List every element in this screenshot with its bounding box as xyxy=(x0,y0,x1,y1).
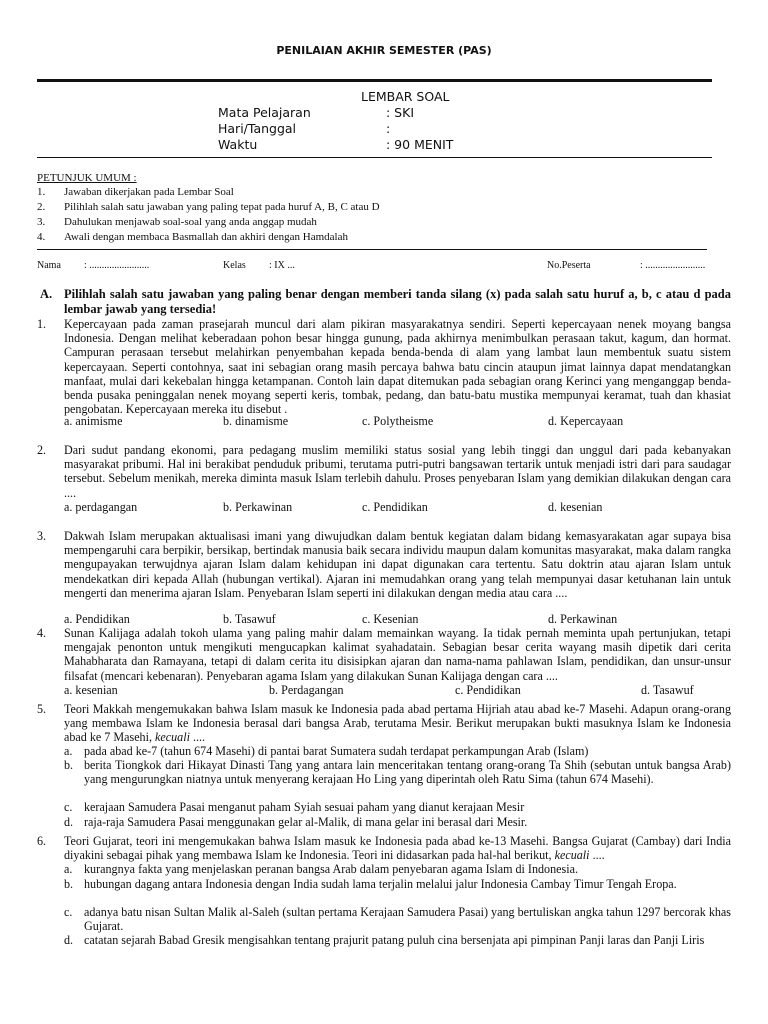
option-d[interactable]: d. Kepercayaan xyxy=(548,414,624,428)
option-b[interactable]: b. Perkawinan xyxy=(223,500,293,514)
option-d[interactable]: d. raja-raja Samudera Pasai menggunakan gelar al-Malik, di mana gelar ini berasal dari Mesir. xyxy=(64,815,528,829)
instruction-item: 1. Jawaban dikerjakan pada Lembar Soal xyxy=(37,186,234,198)
option-c[interactable]: c. Kesenian xyxy=(362,612,419,626)
meta-label: Waktu xyxy=(218,137,258,152)
question-number: 5. xyxy=(37,702,47,716)
option-b[interactable]: b. Perdagangan xyxy=(269,683,344,697)
header-rule-top xyxy=(37,79,712,82)
question-number: 2. xyxy=(37,443,47,457)
option-c[interactable]: c. Pendidikan xyxy=(362,500,428,514)
page-title: PENILAIAN AKHIR SEMESTER (PAS) xyxy=(276,44,492,57)
option-b[interactable]: b. berita Tiongkok dari Hikayat Dinasti Tang yang antara lain menceritakan tentang orang-orang Ta Shih (sebutan untuk bangsa Arab) yang mengurungkan niatnya untuk menyerang kerajaan Ho Ling yang diperintah oleh Ratu Sima (tahun 674 Masehi). xyxy=(64,758,731,787)
option-c[interactable]: c. Pendidikan xyxy=(455,683,521,697)
option-a[interactable]: a. Pendidikan xyxy=(64,612,130,626)
option-c[interactable]: c. Polytheisme xyxy=(362,414,434,428)
question-number: 3. xyxy=(37,529,47,543)
option-b[interactable]: b. hubungan dagang antara Indonesia dengan India sudah lama terjalin melalui jalur Indonesia Cambay Timur Tengah Eropa. xyxy=(64,877,677,891)
nama-field[interactable]: : ........................ xyxy=(84,260,150,271)
option-a[interactable]: a. perdagangan xyxy=(64,500,138,514)
section-letter: A. xyxy=(40,287,53,301)
meta-label: Mata Pelajaran xyxy=(218,105,311,120)
question-4 xyxy=(37,626,731,683)
instruction-item: 3. Dahulukan menjawab soal-soal yang anda anggap mudah xyxy=(37,216,317,228)
question-text: Teori Makkah mengemukakan bahwa Islam masuk ke Indonesia pada abad pertama Hijriah atau abad ke-7 Masehi. Adapun orang-orang yang membawa Islam ke Indonesia berasal dari bangsa Arab, terutama Mesir. Berikut merupakan bukti masuknya Islam ke Indonesia abad ke 7 Masehi, kecuali .... xyxy=(64,702,731,745)
kelas-field[interactable]: : IX ... xyxy=(269,260,295,271)
instructions-rule xyxy=(37,249,707,250)
option-d[interactable]: d. kesenian xyxy=(548,500,603,514)
question-number: 4. xyxy=(37,626,47,640)
kelas-label: Kelas xyxy=(223,260,246,271)
question-text: Kepercayaan pada zaman prasejarah muncul dari alam pikiran masyarakatnya sendiri. Seperti kepercayaan nenek moyang bangsa Indonesia. Dengan melihat keberadaan pohon besar hingga gunung, pada akhirnya menimbulkan perasaan takut, kagum, dan hormat. Campuran perasaan tersebut melahirkan penyembahan kepada benda-benda di alam yang lambat laun membentuk suatu sistem kepercayaan. Seperti contohnya, saat ini sebagian orang masih percaya bahwa batu cincin ataupun jimat lainnya dapat mendatangkan manfaat, mulai dari kekebalan hingga ketampanan. Contoh lain dapat ditemukan pada sebagian orang Kerinci yang menganggap benda-benda pusaka peninggalan nenek moyang seperti keris, tombak, pedang, dan batu-batu mustika mempunyai keramat, tuah dan khasiat pengobatan. Kepercayaan mereka itu disebut . xyxy=(64,317,731,417)
instructions-title: PETUNJUK UMUM : xyxy=(37,172,137,184)
question-number: 1. xyxy=(37,317,47,331)
option-c[interactable]: c. adanya batu nisan Sultan Malik al-Saleh (sultan pertama Kerajaan Samudera Pasai) yang bertuliskan angka tahun 1297 bercorak khas Gujarat. xyxy=(64,905,731,934)
meta-value: : 90 MENIT xyxy=(386,137,454,152)
option-c[interactable]: c. kerajaan Samudera Pasai menganut paham Syiah sesuai paham yang dianut kerajaan Mesir xyxy=(64,800,525,814)
nama-label: Nama xyxy=(37,260,61,271)
option-d[interactable]: d. catatan sejarah Babad Gresik mengisahkan tentang prajurit patang puluh cina bersenjata api pimpinan Panji laras dan Panji Liris xyxy=(64,933,705,947)
option-d[interactable]: d. Tasawuf xyxy=(641,683,694,697)
instruction-item: 2. Pilihlah salah satu jawaban yang paling tepat pada huruf A, B, C atau D xyxy=(37,201,380,213)
emphasis: kecuali xyxy=(554,848,590,863)
question-2 xyxy=(37,443,731,500)
sheet-subtitle: LEMBAR SOAL xyxy=(361,89,450,104)
option-a[interactable]: a. kesenian xyxy=(64,683,118,697)
question-3 xyxy=(37,529,731,600)
question-number: 6. xyxy=(37,834,47,848)
meta-value: : SKI xyxy=(386,105,415,120)
emphasis: kecuali xyxy=(155,730,190,745)
header-rule-bottom xyxy=(37,157,712,158)
instruction-item: 4. Awali dengan membaca Basmallah dan akhiri dengan Hamdalah xyxy=(37,231,348,243)
question-5 xyxy=(37,702,731,745)
option-a[interactable]: a. pada abad ke-7 (tahun 674 Masehi) di pantai barat Sumatera sudah terdapat perkampungan Arab (Islam) xyxy=(64,744,589,758)
question-text: Dakwah Islam merupakan aktualisasi imani yang diwujudkan dalam bentuk kegiatan dalam bidang kemasyarakatan agar supaya bisa mempengaruhi cara berpikir, bersikap, bertindak manusia baik secara individu maupun dalam komunitas masyarakat, maka dalam rangka mengupayakan terwujdnya ajaran Islam dalam kehidupan ini dapat digunakan cara tertentu. Satu doktrin atau ajaran Islam untuk mendekatkan diri kepada Allah (hubungan vertikal). Ajaran ini memudahkan orang yang telah mempunyai dasar ketuhanan lain untuk mengerti dan menerima ajaran Islam. Penyebaran Islam seperti ini dilakukan dengan media atau cara .... xyxy=(64,529,731,600)
question-6 xyxy=(37,834,731,862)
question-text: Dari sudut pandang ekonomi, para pedagang muslim memiliki status sosial yang lebih tinggi dan unggul dari pada kebanyakan masyarakat pribumi. Hal ini berakibat penduduk pribumi, terutama putri-putri bangsawan tertarik untuk menjadi istri dari para saudagar tersebut. Sebelum menikah, mereka diminta masuk Islam terlebih dahulu. Proses penyebaran Islam yang demikian dilakukan dengan cara .... xyxy=(64,443,731,500)
option-a[interactable]: a. animisme xyxy=(64,414,123,428)
meta-value: : xyxy=(386,121,391,136)
option-b[interactable]: b. Tasawuf xyxy=(223,612,276,626)
section-instruction: Pilihlah salah satu jawaban yang paling benar dengan memberi tanda silang (x) pada salah satu huruf a, b, c atau d pada lembar jawab yang tersedia! xyxy=(64,287,731,316)
peserta-field[interactable]: : ........................ xyxy=(640,260,706,271)
section-a-heading xyxy=(37,287,731,317)
meta-label: Hari/Tanggal xyxy=(218,121,297,136)
option-d[interactable]: d. Perkawinan xyxy=(548,612,618,626)
option-b[interactable]: b. dinamisme xyxy=(223,414,289,428)
peserta-label: No.Peserta xyxy=(547,260,591,271)
question-text: Teori Gujarat, teori ini mengemukakan bahwa Islam masuk ke Indonesia pada abad ke-13 Masehi. Bangsa Gujarat (Cambay) dari India diyakini sebagai pihak yang membawa Islam ke Indonesia. Teori ini didasarkan pada hal-hal berikut, kecuali .... xyxy=(64,834,731,863)
option-a[interactable]: a. kurangnya fakta yang menjelaskan peranan bangsa Arab dalam penyebaran agama Islam di Indonesia. xyxy=(64,862,578,876)
question-1 xyxy=(37,317,731,416)
question-text: Sunan Kalijaga adalah tokoh ulama yang paling mahir dalam memainkan wayang. Ia tidak pernah meminta upah pertunjukan, tetapi mengajak penonton untuk mengikuti mengucapkan kalimat syahadatain. Sebagian besar cerita wayang masih dipetik dari cerita Mahabharata dan Ramayana, tetapi di dalam cerita itu disisipkan ajaran dan nama-nama pahlawan Islam, pendidikan, dan unsur-unsur filsafat (mencari kebenaran). Penyebaran agama Islam yang dilakukan Sunan Kalijaga dengan cara .... xyxy=(64,626,731,683)
